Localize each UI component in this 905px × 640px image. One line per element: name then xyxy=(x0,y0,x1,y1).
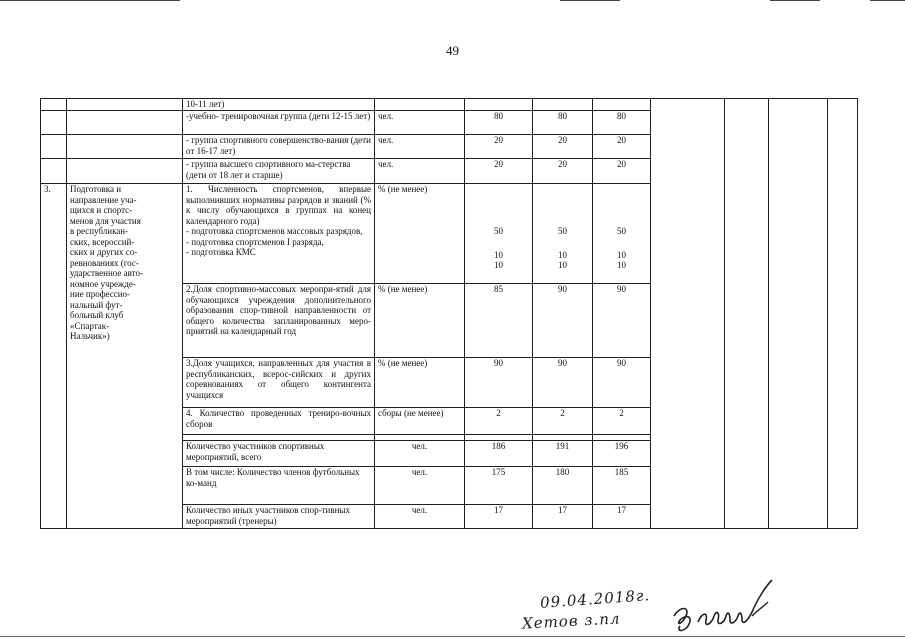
indicator-cell: 3.Доля учащихся, направленных для участия в республиканских, всерос-сийских и других соревнованиях от общего контингента учащихся xyxy=(183,358,375,408)
value: 10 xyxy=(558,249,567,260)
indicator-cell: Количество иных участников спор-тивных мероприятий (тренеры) xyxy=(183,505,375,529)
handwritten-note: Хетов з.пл xyxy=(521,609,621,633)
organization-line: в республикан- xyxy=(70,226,129,236)
indicator-cell: 10-11 лет) xyxy=(183,99,375,111)
indicator-cell: - группа высшего спортивного ма-стерства (дети от 18 лет и старше) xyxy=(183,159,375,184)
value-cell: 196 xyxy=(593,441,651,467)
value: 10 xyxy=(494,249,503,260)
value-cell: 90 xyxy=(593,284,651,358)
organization-cell xyxy=(67,184,183,529)
value-cell: 17 xyxy=(533,505,593,529)
organization-line: ревнованиях (гос- xyxy=(70,257,139,268)
value-cell: 20 xyxy=(533,135,593,159)
unit-cell: % (не менее) xyxy=(375,358,465,408)
value-cell: 80 xyxy=(465,111,533,135)
indicator-cell: - группа спортивного совершенство-вания (дети от 16-17 лет) xyxy=(183,135,375,159)
value-cell: 185 xyxy=(593,467,651,505)
value-cell: 90 xyxy=(593,358,651,408)
top-rule-left xyxy=(0,0,180,1)
indicator-cell: 4. Количество проведенных трениро-вочных сборов xyxy=(183,408,375,435)
value: 50 xyxy=(558,226,567,236)
indicator-cell: 2.Доля спортивно-массовых меропри-ятий для обучающихся учреждения дополнительного образования спор-тивной направленности от общего количества запланированных меро-приятий на календарный год xyxy=(183,284,375,358)
organization-line: нальный фут- xyxy=(70,299,123,310)
value-cell xyxy=(533,184,593,284)
value-cell: 2 xyxy=(593,408,651,435)
value: 10 xyxy=(617,249,626,260)
value-cell xyxy=(465,184,533,284)
unit-cell: чел. xyxy=(375,111,465,135)
value-cell: 186 xyxy=(465,441,533,467)
organization-line: направление уча- xyxy=(70,194,137,205)
indicator-cell: Количество участников спортивных мероприятий, всего xyxy=(183,441,375,467)
value-cell: 90 xyxy=(533,358,593,408)
value-cell: 2 xyxy=(465,408,533,435)
unit-cell xyxy=(375,99,465,111)
indicator-cell: -учебно- тренировочная группа (дети 12-15 лет) xyxy=(183,111,375,135)
unit-cell: чел. xyxy=(375,505,465,529)
top-rule-right xyxy=(770,0,820,1)
bottom-rule xyxy=(0,636,905,637)
value: 10 xyxy=(494,260,503,270)
organization-line: ских и других со- xyxy=(70,247,138,257)
value-cell: 90 xyxy=(465,358,533,408)
top-rule-mid xyxy=(560,0,620,1)
value-cell: 20 xyxy=(533,159,593,184)
value-cell: 85 xyxy=(465,284,533,358)
indicator-intro: 1. Численность спортсменов, впервые выполнивших нормативы разрядов и званий (% к числу обучающихся в группах на конец календарного года) xyxy=(186,184,371,226)
unit-cell: сборы (не менее) xyxy=(375,408,465,435)
organization-line: менов для участия xyxy=(70,215,141,226)
organization-line: ние профессио- xyxy=(70,289,131,299)
unit-cell: % (не менее) xyxy=(375,184,465,284)
value-cell xyxy=(593,184,651,284)
indicator-item: - подготовка спортсменов массовых разрядов, xyxy=(186,226,363,236)
indicator-table xyxy=(40,98,858,529)
organization-line: ударственное авто- xyxy=(70,268,143,278)
organization-line: Подготовка и xyxy=(70,184,122,194)
value-cell: 20 xyxy=(593,135,651,159)
organization-line: ских, всероссий- xyxy=(70,236,135,247)
value: 10 xyxy=(617,260,626,270)
value-cell: 2 xyxy=(533,408,593,435)
value-cell: 191 xyxy=(533,441,593,467)
indicator-cell: В том числе: Количество членов футбольных ко-манд xyxy=(183,467,375,505)
unit-cell: чел. xyxy=(375,159,465,184)
handwritten-date: 09.04.2018г. xyxy=(539,586,651,612)
organization-line: «Спартак- xyxy=(70,320,110,331)
page-number: 49 xyxy=(446,43,459,58)
value: 50 xyxy=(494,226,503,236)
value-cell: 17 xyxy=(465,505,533,529)
value-cell: 20 xyxy=(465,159,533,184)
unit-cell: чел. xyxy=(375,467,465,505)
indicator-item: - подготовка спортсменов I разряда, xyxy=(186,236,324,247)
unit-cell: % (не менее) xyxy=(375,284,465,358)
row-number: 3. xyxy=(41,184,67,529)
unit-cell: чел. xyxy=(375,441,465,467)
signature-mark xyxy=(668,576,798,636)
value-cell: 90 xyxy=(533,284,593,358)
indicator-item: - подготовка КМС xyxy=(186,247,256,257)
value-cell: 80 xyxy=(533,111,593,135)
organization-line: больный клуб xyxy=(70,310,124,320)
value-cell: 20 xyxy=(593,159,651,184)
organization-line: номное учрежде- xyxy=(70,278,136,289)
value-cell: 175 xyxy=(465,467,533,505)
table-row xyxy=(41,99,858,111)
organization-line: Нальчик») xyxy=(70,331,110,341)
value-cell: 80 xyxy=(593,111,651,135)
value: 50 xyxy=(617,226,626,236)
top-rule-far-right xyxy=(870,0,905,1)
value: 10 xyxy=(558,260,567,270)
organization-line: щихся и спортс- xyxy=(70,205,133,215)
value-cell: 180 xyxy=(533,467,593,505)
value-cell: 20 xyxy=(465,135,533,159)
unit-cell: чел. xyxy=(375,135,465,159)
indicator-cell xyxy=(183,184,375,284)
value-cell: 17 xyxy=(593,505,651,529)
